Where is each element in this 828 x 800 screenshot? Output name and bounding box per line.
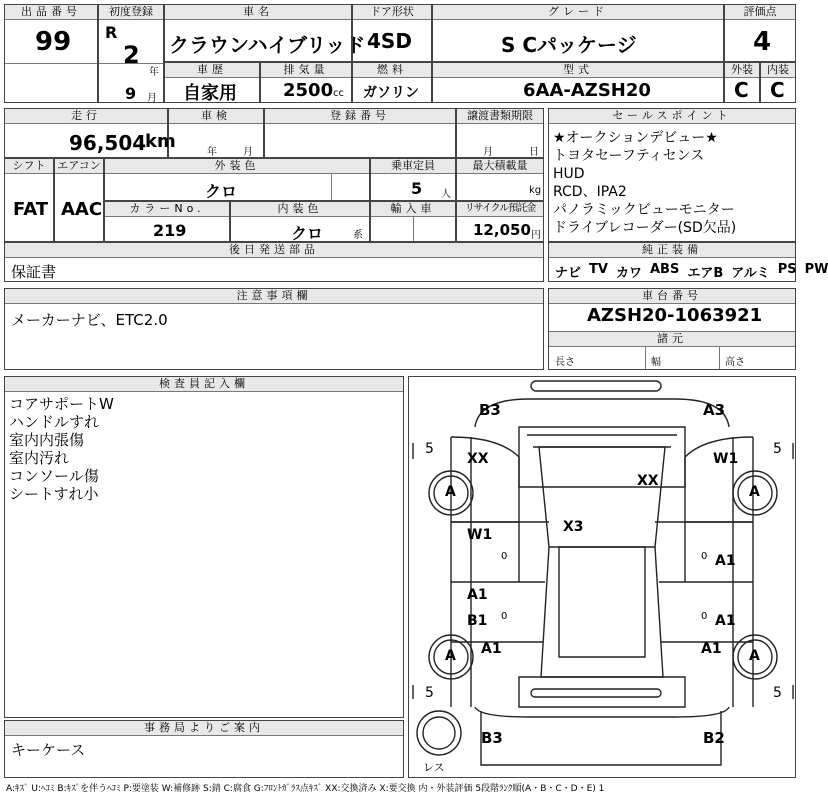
load-box	[456, 158, 544, 201]
inspector-item: ハンドルすれ	[9, 413, 100, 431]
mark-door-rl1: A1	[467, 587, 488, 603]
spare-tyre-label: レス	[423, 761, 445, 774]
color: クロ	[205, 182, 238, 201]
trunk-shape	[519, 677, 685, 707]
mileage-label: 走行	[5, 109, 167, 124]
person-unit: 人	[441, 189, 451, 200]
interior-label: 内装色	[231, 202, 369, 217]
mark-zero-r2: 0	[701, 611, 708, 622]
transfer-box	[456, 108, 544, 158]
inspector-label: 検査員記入欄	[5, 377, 403, 392]
mark-door-fl: W1	[467, 527, 493, 543]
grade-label: グレード	[433, 5, 723, 20]
sales-item: トヨタセーフティセンス	[553, 148, 705, 164]
inspector-item: コンソール傷	[9, 467, 99, 485]
color-label: 外装色	[105, 159, 369, 174]
tyre-rl: 5	[425, 685, 434, 701]
mark-wheel-rl: A	[445, 648, 456, 664]
inspection-label: 車検	[169, 109, 263, 124]
fuel-label: 燃料	[353, 63, 431, 78]
mark-rear-left: B3	[481, 729, 503, 747]
capacity-box	[370, 158, 456, 201]
door-type: 4SD	[367, 29, 412, 53]
inspector-item: シートすれ小	[9, 485, 99, 503]
roof-shape	[559, 547, 645, 657]
equipment-list	[555, 262, 828, 281]
cabin-shape	[539, 447, 665, 547]
regno-label: 登録番号	[265, 109, 455, 124]
capacity-label: 乗車定員	[371, 159, 455, 174]
chassis-number: AZSH20-1063921	[587, 305, 763, 326]
sales-points-box	[548, 108, 796, 242]
equipment-item: TV	[589, 262, 608, 277]
import-box	[370, 201, 456, 242]
notes-text: メーカーナビ、ETC2.0	[11, 311, 168, 329]
sales-item: ★オークションデビュー★	[553, 130, 718, 146]
capacity: 5	[411, 179, 423, 198]
fuel: ガソリン	[363, 85, 419, 101]
shift-box	[4, 158, 54, 242]
left-side-shape	[451, 437, 471, 707]
colorno: 219	[153, 221, 187, 240]
mark-door-rl2: B1	[467, 613, 488, 629]
transfer-label: 譲渡書類期限	[457, 109, 543, 124]
history: 自家用	[183, 83, 237, 104]
mark-wheel-rr: A	[749, 648, 760, 664]
lot-number: 99	[35, 27, 72, 57]
reg-month: 9	[125, 84, 137, 103]
later-parts: 保証書	[11, 263, 57, 281]
damage-diagram	[408, 376, 796, 778]
int-score: C	[770, 78, 785, 102]
cc-unit: cc	[333, 88, 344, 99]
mark-zero-l1: 0	[501, 551, 508, 562]
int-box	[760, 62, 796, 103]
mark-front-right: A3	[703, 401, 726, 419]
mark-door-rr: A1	[715, 613, 736, 629]
recycle-label: リサイクル預託金	[457, 202, 543, 217]
rear-outline-shape	[475, 707, 729, 717]
rear-bumper-shape	[531, 689, 661, 697]
equipment-item: ナビ	[555, 266, 582, 281]
office-box	[4, 720, 404, 778]
ac: AAC	[61, 199, 103, 220]
history-box	[164, 62, 260, 103]
equipment-item: アルミ	[731, 266, 770, 281]
shift: FAT	[13, 199, 49, 220]
mark-fender-fl: XX	[467, 451, 489, 467]
car-name-box	[164, 4, 366, 62]
era: R	[105, 23, 118, 42]
displacement: 2500	[283, 80, 334, 101]
year-unit: 年	[149, 67, 159, 78]
chassis-label: 車台番号	[549, 289, 795, 304]
yen-unit: 円	[531, 230, 541, 241]
mark-roof: X3	[563, 519, 584, 535]
score-box	[724, 4, 796, 62]
lot-box	[4, 4, 98, 103]
model-box	[432, 62, 724, 103]
ext-label: 外装	[725, 63, 759, 78]
mark-rear-right: B2	[703, 729, 725, 747]
recycle-box	[456, 201, 544, 242]
ac-label: エアコン	[55, 159, 103, 174]
displacement-label: 排気量	[261, 63, 351, 78]
office-text: キーケース	[11, 741, 86, 759]
mark-door-fr: A1	[715, 553, 736, 569]
int-label: 内装	[761, 63, 795, 78]
inspector-item: コアサポートW	[9, 395, 114, 413]
spec-width: 幅	[651, 357, 661, 368]
registration-label: 初度登録	[99, 5, 163, 20]
recycle: 12,050	[473, 221, 531, 239]
front-bumper-shape	[531, 381, 661, 391]
mark-zero-l2: 0	[501, 611, 508, 622]
mileage-box	[4, 108, 176, 158]
mark-zero-r1: 0	[701, 551, 708, 562]
tyre-fr: 5	[773, 441, 782, 457]
mileage: 96,504	[69, 131, 147, 155]
inspection-year: 年	[207, 147, 217, 158]
colorno-label: カラーNo.	[105, 202, 229, 217]
transfer-month: 月	[483, 147, 493, 158]
door-label: ドア形状	[353, 5, 431, 20]
spec-label: 諸元	[549, 331, 795, 347]
interior-box	[230, 201, 370, 242]
mark-rear-fender-r: A1	[701, 641, 722, 657]
month-unit: 月	[147, 93, 157, 104]
grade-box	[432, 4, 724, 62]
spec-length: 長さ	[555, 357, 575, 368]
legend: A:ｷｽﾞ U:ﾍｺﾐ B:ｷｽﾞを伴うﾍｺﾐ P:要塗装 W:補修跡 S:錆 C:腐食 G:ﾌﾛﾝﾄｶﾞﾗｽ点ｷｽﾞ XX:交換済み X:要交換 内・外装評価 5段階ﾗﾝｸ順(A・B・C・D・E) 1	[6, 784, 605, 794]
car-outline	[409, 377, 795, 777]
inspection-month: 月	[243, 147, 253, 158]
inspector-item: 室内内張傷	[9, 431, 85, 449]
registration-box	[98, 4, 164, 103]
mark-front-left: B3	[479, 401, 501, 419]
color-box	[104, 158, 370, 201]
chassis-box	[548, 288, 796, 370]
grade: S Cパッケージ	[501, 33, 637, 57]
regno-box	[264, 108, 456, 158]
car-name: クラウンハイブリッド	[169, 33, 366, 57]
fuel-box	[352, 62, 432, 103]
ac-box	[54, 158, 104, 242]
equipment-item: PW	[804, 262, 828, 277]
inspection-box	[168, 108, 264, 158]
mark-wheel-fl: A	[445, 484, 456, 500]
transfer-day: 日	[529, 147, 539, 158]
sales-points-label: セールスポイント	[549, 109, 795, 124]
import-label: 輸入車	[371, 202, 455, 217]
displacement-box	[260, 62, 352, 103]
ext-box	[724, 62, 760, 103]
equipment-item: エアB	[687, 266, 724, 281]
kg-unit: kg	[529, 185, 542, 196]
colorno-box	[104, 201, 230, 242]
sales-item: パノラミックビューモニター	[553, 202, 735, 218]
history-label: 車歴	[165, 63, 259, 78]
equipment-item: カワ	[615, 266, 642, 281]
notes-label: 注意事項欄	[5, 289, 543, 304]
car-name-label: 車名	[165, 5, 351, 20]
mark-hood: XX	[637, 473, 659, 489]
front-outline-shape	[475, 399, 729, 427]
equipment-label: 純正装備	[549, 243, 795, 258]
model-label: 型式	[433, 63, 723, 78]
score: 4	[753, 27, 772, 57]
hood-shape	[519, 427, 685, 487]
kei-unit: 系	[353, 230, 363, 241]
notes-box	[4, 288, 544, 370]
mark-fender-fr: W1	[713, 451, 739, 467]
equipment-item: PS	[777, 262, 797, 277]
spec-height: 高さ	[725, 357, 745, 368]
load-label: 最大積載量	[457, 159, 543, 174]
equipment-box	[548, 242, 828, 282]
sales-item: RCD、IPA2	[553, 184, 627, 200]
interior: クロ	[291, 224, 324, 243]
reg-year: 2	[123, 41, 140, 69]
tyre-fl: 5	[425, 441, 434, 457]
ext-score: C	[734, 78, 749, 102]
tyre-rr: 5	[773, 685, 782, 701]
lot-label: 出品番号	[5, 5, 97, 20]
inspector-item: 室内汚れ	[9, 449, 70, 467]
office-label: 事務局よりご案内	[5, 721, 403, 736]
score-label: 評価点	[725, 5, 795, 20]
right-side-shape	[733, 437, 753, 707]
model: 6AA-AZSH20	[523, 80, 651, 101]
later-parts-box	[4, 242, 544, 282]
later-parts-label: 後日発送部品	[5, 243, 543, 258]
inspector-list	[9, 395, 114, 503]
mark-wheel-fr: A	[749, 484, 760, 500]
equipment-item: ABS	[649, 262, 680, 277]
mark-rear-fender-l: A1	[481, 641, 502, 657]
inspector-box	[4, 376, 404, 718]
sales-item: HUD	[553, 166, 585, 182]
shift-label: シフト	[5, 159, 53, 174]
sales-points-list	[553, 129, 736, 237]
km-unit: km	[145, 131, 176, 152]
sales-item: ドライブレコーダー(SD欠品)	[553, 220, 737, 236]
door-box	[352, 4, 432, 62]
